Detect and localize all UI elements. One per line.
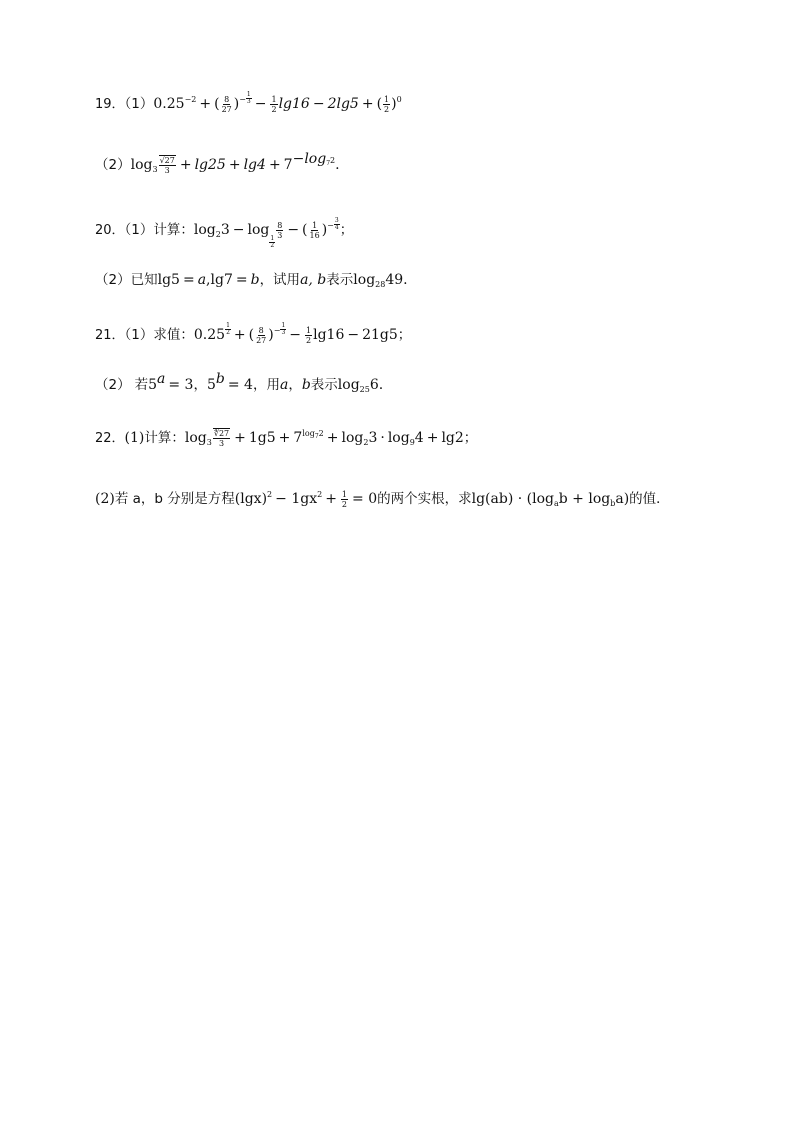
problem-number: 19． bbox=[95, 97, 125, 112]
part-label: (2) bbox=[95, 491, 115, 507]
problem-20-part-2: （2）已知lg5 = a,lg7 = b，试用a, b表示$\log_{28}49$. bbox=[95, 272, 408, 289]
problem-21-part-2: （2） 若$5^a = 3$，$5^b = 4$，用a，b表示$\log_{25}6$. bbox=[95, 371, 384, 394]
problem-22-part-2: (2)若 a，b 分别是方程$(\lg x)^2 - 1gx^2$ + $\frac{1}{2}$ = 0的两个实根，求$\lg(ab) \cdot (\log_ab + \log_ba)$的值． bbox=[95, 489, 670, 509]
problem-number: 21． bbox=[95, 328, 125, 343]
problem-21-part-1: 21．（1）求值：0.25 $^{\frac{1}{2}}$ + ( $\frac{8}{27}$ )$^{- \frac{1}{3}}$ − $\frac{1}{2}$ lg16 − 21g5； bbox=[95, 322, 412, 345]
problem-number: 20． bbox=[95, 223, 125, 238]
problem-22-part-1: 22．(1)计算：$\log_3$ $\frac{∜27}{3}$ + $1g5 + 7^{log_72} + \log_23 \cdot \log_94 + \lg 2$； bbox=[95, 429, 478, 448]
part-label: （1） bbox=[124, 96, 154, 112]
problem-19-part-1: 19．$(1)0.25^{-2}$ + ( $\frac{8}{27}$ )$^{- \frac{1}{3}}$ − $\frac{1}{2}$ lg16 − 2lg5 + ( $\frac{1}{2}$ )$^0$ bbox=[95, 91, 402, 114]
part-label: （2） bbox=[95, 272, 131, 288]
problem-19-part-2: $(2)\log_3$ $\frac{√27}{3}$ + $\lg 25 + \lg 4 + 7^{-log_72}$. bbox=[95, 151, 340, 175]
problem-20-part-1: 20．（1）计算：$\log_23 - \log$ $\frac{1}{2}$ $\frac{8}{3}$ − ( $\frac{1}{16}$ )$^{- \frac{3}{4}}$ ； bbox=[95, 217, 354, 249]
part-label: （1） bbox=[124, 327, 154, 343]
part-label: （1） bbox=[124, 222, 154, 238]
part-label: (1) bbox=[124, 430, 145, 446]
fraction: $\frac{8}{27}$ bbox=[221, 94, 232, 114]
part-label: （2） bbox=[95, 377, 131, 393]
part-label: （2） bbox=[95, 157, 131, 173]
problem-number: 22． bbox=[95, 431, 125, 446]
